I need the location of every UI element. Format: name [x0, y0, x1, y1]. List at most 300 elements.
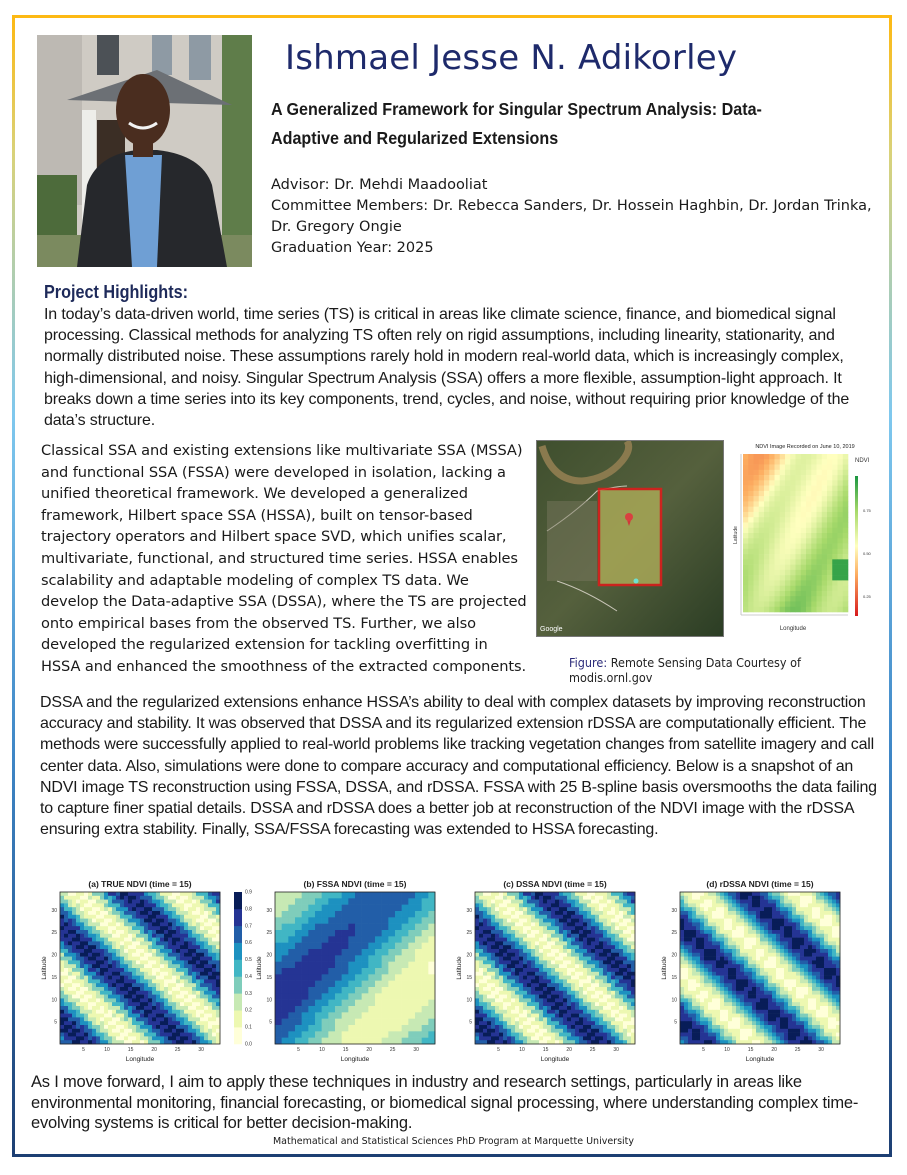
- panel-cell: [595, 934, 599, 938]
- ndvi-cell: [790, 475, 796, 481]
- panel-cell: [611, 1010, 615, 1014]
- panel-cell: [348, 905, 355, 912]
- panel-cell: [180, 960, 184, 964]
- panel-cell: [80, 900, 84, 904]
- panel-cell: [483, 926, 487, 930]
- panel-cell: [196, 1033, 200, 1037]
- panel-cell: [603, 983, 607, 987]
- ndvi-cell: [748, 601, 754, 607]
- panel-cell: [828, 907, 832, 911]
- ndvi-cell: [743, 586, 749, 592]
- panel-cell: [302, 930, 309, 937]
- panel-cell: [623, 941, 627, 945]
- panel-cell: [479, 968, 483, 972]
- figure-caption-text: Remote Sensing Data Courtesy of modis.ornl.gov: [569, 655, 801, 685]
- y-tick-label: 10: [466, 997, 472, 1004]
- panel-cell: [607, 1017, 611, 1021]
- panel-cell: [368, 955, 375, 962]
- panel-cell: [587, 991, 591, 995]
- panel-cell: [104, 972, 108, 976]
- panel-cell: [599, 964, 603, 968]
- ndvi-cell: [832, 522, 838, 528]
- panel-cell: [680, 915, 684, 919]
- panel-cell: [475, 957, 479, 961]
- panel-cell: [523, 945, 527, 949]
- panel-cell: [531, 957, 535, 961]
- panel-cell: [587, 1036, 591, 1040]
- panel-cell: [335, 949, 342, 956]
- panel-cell: [172, 991, 176, 995]
- panel-cell: [563, 911, 567, 915]
- panel-cell: [623, 896, 627, 900]
- panel-cell: [140, 998, 144, 1002]
- panel-cell: [204, 930, 208, 934]
- panel-cell: [812, 896, 816, 900]
- panel-cell: [696, 911, 700, 915]
- panel-cell: [800, 911, 804, 915]
- panel-cell: [547, 1036, 551, 1040]
- panel-cell: [282, 962, 289, 969]
- panel-cell: [543, 1002, 547, 1006]
- panel-cell: [132, 972, 136, 976]
- panel-cell: [571, 934, 575, 938]
- panel-cell: [315, 962, 322, 969]
- ndvi-cell: [817, 601, 823, 607]
- panel-cell: [487, 926, 491, 930]
- panel-cell: [282, 917, 289, 924]
- panel-cell: [543, 1014, 547, 1018]
- ndvi-cell: [775, 491, 781, 497]
- ndvi-cell: [769, 475, 775, 481]
- panel-cell: [744, 930, 748, 934]
- panel-cell: [684, 907, 688, 911]
- panel-cell: [172, 976, 176, 980]
- panel-cell: [315, 898, 322, 905]
- panel-cell: [692, 941, 696, 945]
- panel-cell: [491, 930, 495, 934]
- panel-cell: [603, 1036, 607, 1040]
- panel-cell: [828, 934, 832, 938]
- panel-cell: [64, 1017, 68, 1021]
- panel-cell: [531, 949, 535, 953]
- panel-cell: [491, 926, 495, 930]
- panel-cell: [422, 943, 429, 950]
- panel-cell: [491, 1014, 495, 1018]
- panel-cell: [780, 900, 784, 904]
- panel-cell: [503, 1036, 507, 1040]
- panel-cell: [160, 922, 164, 926]
- panel-cell: [308, 955, 315, 962]
- panel-cell: [595, 919, 599, 923]
- panel-cell: [615, 1014, 619, 1018]
- panel-cell: [328, 943, 335, 950]
- panel-cell: [812, 903, 816, 907]
- panel-cell: [495, 976, 499, 980]
- panel-cell: [607, 915, 611, 919]
- panel-cell: [487, 1033, 491, 1037]
- panel-cell: [335, 892, 342, 899]
- panel-cell: [172, 919, 176, 923]
- panel-cell: [820, 907, 824, 911]
- panel-cell: [696, 930, 700, 934]
- panel-cell: [88, 1025, 92, 1029]
- panel-cell: [712, 911, 716, 915]
- ndvi-cell: [806, 533, 812, 539]
- ndvi-cell: [811, 475, 817, 481]
- panel-cell: [112, 1029, 116, 1033]
- panel-cell: [607, 911, 611, 915]
- ndvi-cell: [769, 522, 775, 528]
- panel-cell: [499, 907, 503, 911]
- panel-cell: [511, 949, 515, 953]
- panel-cell: [583, 926, 587, 930]
- panel-cell: [92, 938, 96, 942]
- ndvi-cell: [822, 591, 828, 597]
- ndvi-cell: [801, 491, 807, 497]
- panel-cell: [475, 1036, 479, 1040]
- panel-cell: [144, 949, 148, 953]
- panel-cell: [295, 1019, 302, 1026]
- ndvi-cell: [748, 607, 754, 613]
- panel-cell: [204, 896, 208, 900]
- panel-cell: [96, 1017, 100, 1021]
- panel-cell: [555, 991, 559, 995]
- y-tick-label: 25: [51, 930, 57, 937]
- panel-cell: [144, 1002, 148, 1006]
- panel-cell: [543, 1036, 547, 1040]
- ndvi-cell: [822, 570, 828, 576]
- graduation-year: Graduation Year: 2025: [271, 240, 434, 256]
- panel-cell: [152, 972, 156, 976]
- panel-cell: [700, 900, 704, 904]
- panel-cell: [288, 1012, 295, 1019]
- x-tick-label: 15: [127, 1047, 134, 1053]
- y-tick-label: 30: [266, 907, 272, 914]
- panel-cell: [368, 987, 375, 994]
- ndvi-cell: [811, 528, 817, 534]
- ndvi-cell: [785, 507, 791, 513]
- panel-cell: [627, 896, 631, 900]
- panel-cell: [184, 911, 188, 915]
- panel-cell: [388, 917, 395, 924]
- panel-cell: [680, 907, 684, 911]
- panel-cell: [579, 1014, 583, 1018]
- panel-cell: [136, 945, 140, 949]
- panel-cell: [144, 964, 148, 968]
- panel-cell: [116, 1029, 120, 1033]
- panel-cell: [563, 979, 567, 983]
- panel-cell: [208, 915, 212, 919]
- results-paragraph: DSSA and the regularized extensions enhance HSSA’s ability to deal with complex datasets by improving reconstruction accuracy and stability. It was observed that DSSA and its regularized extension rDSSA are computationally efficient. The methods were successfully applied to real-world problems like tracking vegetation changes from satellite imagery and call center data. Also, simulations were done to compare accuracy and computational efficiency. Below is a snapshot of an NDVI image TS reconstruction using FSSA, DSSA, and rDSSA. FSSA with 25 B-spline basis oversmooths the data failing to capture finer spatial details. DSSA and rDSSA does a better job at reconstruction of the NDVI image with the rDSSA ensuring extra stability. Finally, SSA/FSSA forecasting was extended to HSSA forecasting.: [40, 694, 877, 839]
- panel-cell: [587, 995, 591, 999]
- panel-cell: [563, 941, 567, 945]
- ndvi-cell: [838, 480, 844, 486]
- ndvi-cell: [801, 570, 807, 576]
- panel-cell: [555, 972, 559, 976]
- panel-cell: [152, 1029, 156, 1033]
- panel-cell: [700, 903, 704, 907]
- panel-cell: [551, 915, 555, 919]
- panel-cell: [531, 907, 535, 911]
- panel-cell: [176, 930, 180, 934]
- panel-cell: [716, 896, 720, 900]
- panel-cell: [503, 915, 507, 919]
- panel-cell: [196, 995, 200, 999]
- panel-cell: [302, 924, 309, 931]
- panel-cell: [128, 919, 132, 923]
- panel-cell: [571, 907, 575, 911]
- panel-cell: [132, 949, 136, 953]
- panel-cell: [116, 979, 120, 983]
- panel-cell: [108, 1025, 112, 1029]
- panel-cell: [495, 1010, 499, 1014]
- panel-cell: [76, 953, 80, 957]
- ndvi-cell: [832, 486, 838, 492]
- panel-cell: [295, 987, 302, 994]
- panel-cell: [796, 892, 800, 896]
- panel-cell: [595, 1033, 599, 1037]
- panel-cell: [160, 934, 164, 938]
- panel-cell: [100, 911, 104, 915]
- panel-cell: [563, 1002, 567, 1006]
- panel-cell: [402, 1025, 409, 1032]
- panel-cell: [104, 1036, 108, 1040]
- panel-cell: [116, 968, 120, 972]
- panel-cell: [408, 917, 415, 924]
- colorbar-segment: [234, 926, 242, 943]
- panel-cell: [495, 1036, 499, 1040]
- panel-cell: [571, 911, 575, 915]
- panel-cell: [60, 926, 64, 930]
- panel-cell: [200, 953, 204, 957]
- panel-cell: [535, 1025, 539, 1029]
- panel-cell: [627, 930, 631, 934]
- panel-cell: [627, 911, 631, 915]
- panel-cell: [623, 907, 627, 911]
- ndvi-cell: [790, 528, 796, 534]
- panel-cell: [788, 926, 792, 930]
- panel-cell: [388, 968, 395, 975]
- panel-cell: [503, 957, 507, 961]
- panel-cell: [499, 941, 503, 945]
- panel-cell: [724, 903, 728, 907]
- ndvi-cell: [827, 544, 833, 550]
- panel-cell: [315, 924, 322, 931]
- panel-cell: [152, 957, 156, 961]
- panel-cell: [688, 903, 692, 907]
- ndvi-panel-rdssa: [660, 876, 860, 1071]
- panel-cell: [567, 941, 571, 945]
- panel-cell: [531, 998, 535, 1002]
- panel-cell: [204, 979, 208, 983]
- panel-cell: [547, 907, 551, 911]
- ndvi-cell: [796, 517, 802, 523]
- panel-cell: [100, 903, 104, 907]
- panel-cell: [567, 998, 571, 1002]
- panel-cell: [603, 1010, 607, 1014]
- panel-cell: [188, 968, 192, 972]
- panel-cell: [511, 1017, 515, 1021]
- panel-cell: [483, 987, 487, 991]
- panel-cell: [428, 943, 435, 950]
- panel-cell: [551, 930, 555, 934]
- panel-cell: [72, 941, 76, 945]
- panel-cell: [555, 1021, 559, 1025]
- ndvi-cell: [822, 554, 828, 560]
- panel-cell: [136, 911, 140, 915]
- panel-cell: [64, 926, 68, 930]
- panel-cell: [495, 941, 499, 945]
- panel-cell: [535, 960, 539, 964]
- panel-cell: [487, 903, 491, 907]
- panel-cell: [515, 892, 519, 896]
- panel-cell: [623, 1006, 627, 1010]
- panel-cell: [192, 1036, 196, 1040]
- panel-cell: [515, 926, 519, 930]
- panel-cell: [112, 949, 116, 953]
- panel-cell: [571, 903, 575, 907]
- panel-cell: [523, 987, 527, 991]
- panel-cell: [164, 1006, 168, 1010]
- panel-cell: [531, 968, 535, 972]
- panel-cell: [571, 983, 575, 987]
- panel-cell: [188, 911, 192, 915]
- panel-cell: [76, 934, 80, 938]
- panel-cell: [547, 903, 551, 907]
- ndvi-cell: [775, 601, 781, 607]
- panel-cell: [732, 926, 736, 930]
- panel-cell: [72, 938, 76, 942]
- panel-cell: [120, 1021, 124, 1025]
- panel-cell: [112, 1036, 116, 1040]
- panel-cell: [579, 1036, 583, 1040]
- panel-cell: [483, 1014, 487, 1018]
- ndvi-cell: [764, 575, 770, 581]
- panel-cell: [523, 1017, 527, 1021]
- ndvi-x-label: Longitude: [779, 626, 807, 632]
- panel-cell: [547, 979, 551, 983]
- panel-cell: [543, 972, 547, 976]
- panel-cell: [128, 922, 132, 926]
- panel-cell: [275, 1012, 282, 1019]
- panel-cell: [124, 1002, 128, 1006]
- panel-cell: [355, 892, 362, 899]
- panel-cell: [571, 964, 575, 968]
- panel-cell: [792, 926, 796, 930]
- panel-cell: [382, 911, 389, 918]
- panel-cell: [487, 919, 491, 923]
- panel-cell: [295, 930, 302, 937]
- ndvi-cell: [811, 554, 817, 560]
- panel-cell: [511, 976, 515, 980]
- panel-cell: [511, 930, 515, 934]
- panel-cell: [724, 900, 728, 904]
- panel-cell: [491, 919, 495, 923]
- panel-cell: [152, 998, 156, 1002]
- panel-cell: [539, 938, 543, 942]
- panel-cell: [487, 987, 491, 991]
- panel-cell: [603, 919, 607, 923]
- panel-cell: [611, 949, 615, 953]
- panel-cell: [531, 926, 535, 930]
- panel-cell: [627, 915, 631, 919]
- ndvi-cell: [822, 575, 828, 581]
- panel-cell: [483, 968, 487, 972]
- panel-cell: [615, 998, 619, 1002]
- panel-cell: [116, 896, 120, 900]
- ndvi-cell: [817, 559, 823, 565]
- panel-cell: [295, 898, 302, 905]
- panel-cell: [322, 898, 329, 905]
- ndvi-cell: [748, 554, 754, 560]
- panel-cell: [84, 903, 88, 907]
- panel-cell: [355, 1019, 362, 1026]
- panel-cell: [479, 941, 483, 945]
- ndvi-cell: [801, 538, 807, 544]
- panel-cell: [591, 892, 595, 896]
- panel-cell: [382, 955, 389, 962]
- panel-cell: [72, 930, 76, 934]
- panel-cell: [575, 949, 579, 953]
- panel-cell: [208, 922, 212, 926]
- panel-cell: [188, 945, 192, 949]
- panel-cell: [744, 900, 748, 904]
- panel-cell: [172, 1006, 176, 1010]
- panel-cell: [282, 936, 289, 943]
- panel-cell: [160, 911, 164, 915]
- panel-cell: [519, 1029, 523, 1033]
- panel-cell: [212, 964, 216, 968]
- panel-cell: [487, 1025, 491, 1029]
- panel-cell: [575, 941, 579, 945]
- panel-cell: [704, 900, 708, 904]
- panel-cell: [716, 919, 720, 923]
- panel-cell: [196, 949, 200, 953]
- panel-cell: [555, 998, 559, 1002]
- panel-cell: [136, 995, 140, 999]
- panel-cell: [180, 976, 184, 980]
- panel-cell: [172, 979, 176, 983]
- panel-cell: [748, 915, 752, 919]
- panel-cell: [108, 953, 112, 957]
- panel-cell: [499, 903, 503, 907]
- ndvi-cell: [748, 575, 754, 581]
- panel-cell: [172, 926, 176, 930]
- panel-cell: [335, 968, 342, 975]
- panel-cell: [104, 896, 108, 900]
- ndvi-cell: [832, 517, 838, 523]
- panel-cell: [559, 1017, 563, 1021]
- panel-cell: [575, 1006, 579, 1010]
- ndvi-cell: [748, 570, 754, 576]
- panel-cell: [511, 1033, 515, 1037]
- panel-cell: [156, 949, 160, 953]
- panel-cell: [355, 968, 362, 975]
- ndvi-cell: [785, 596, 791, 602]
- panel-cell: [64, 979, 68, 983]
- panel-cell: [607, 930, 611, 934]
- panel-cell: [712, 900, 716, 904]
- panel-cell: [104, 907, 108, 911]
- panel-cell: [208, 892, 212, 896]
- panel-cell: [495, 930, 499, 934]
- panel-cell: [555, 911, 559, 915]
- panel-cell: [623, 976, 627, 980]
- y-tick-label: 5: [469, 1019, 472, 1026]
- panel-cell: [748, 938, 752, 942]
- panel-cell: [120, 949, 124, 953]
- panel-cell: [200, 941, 204, 945]
